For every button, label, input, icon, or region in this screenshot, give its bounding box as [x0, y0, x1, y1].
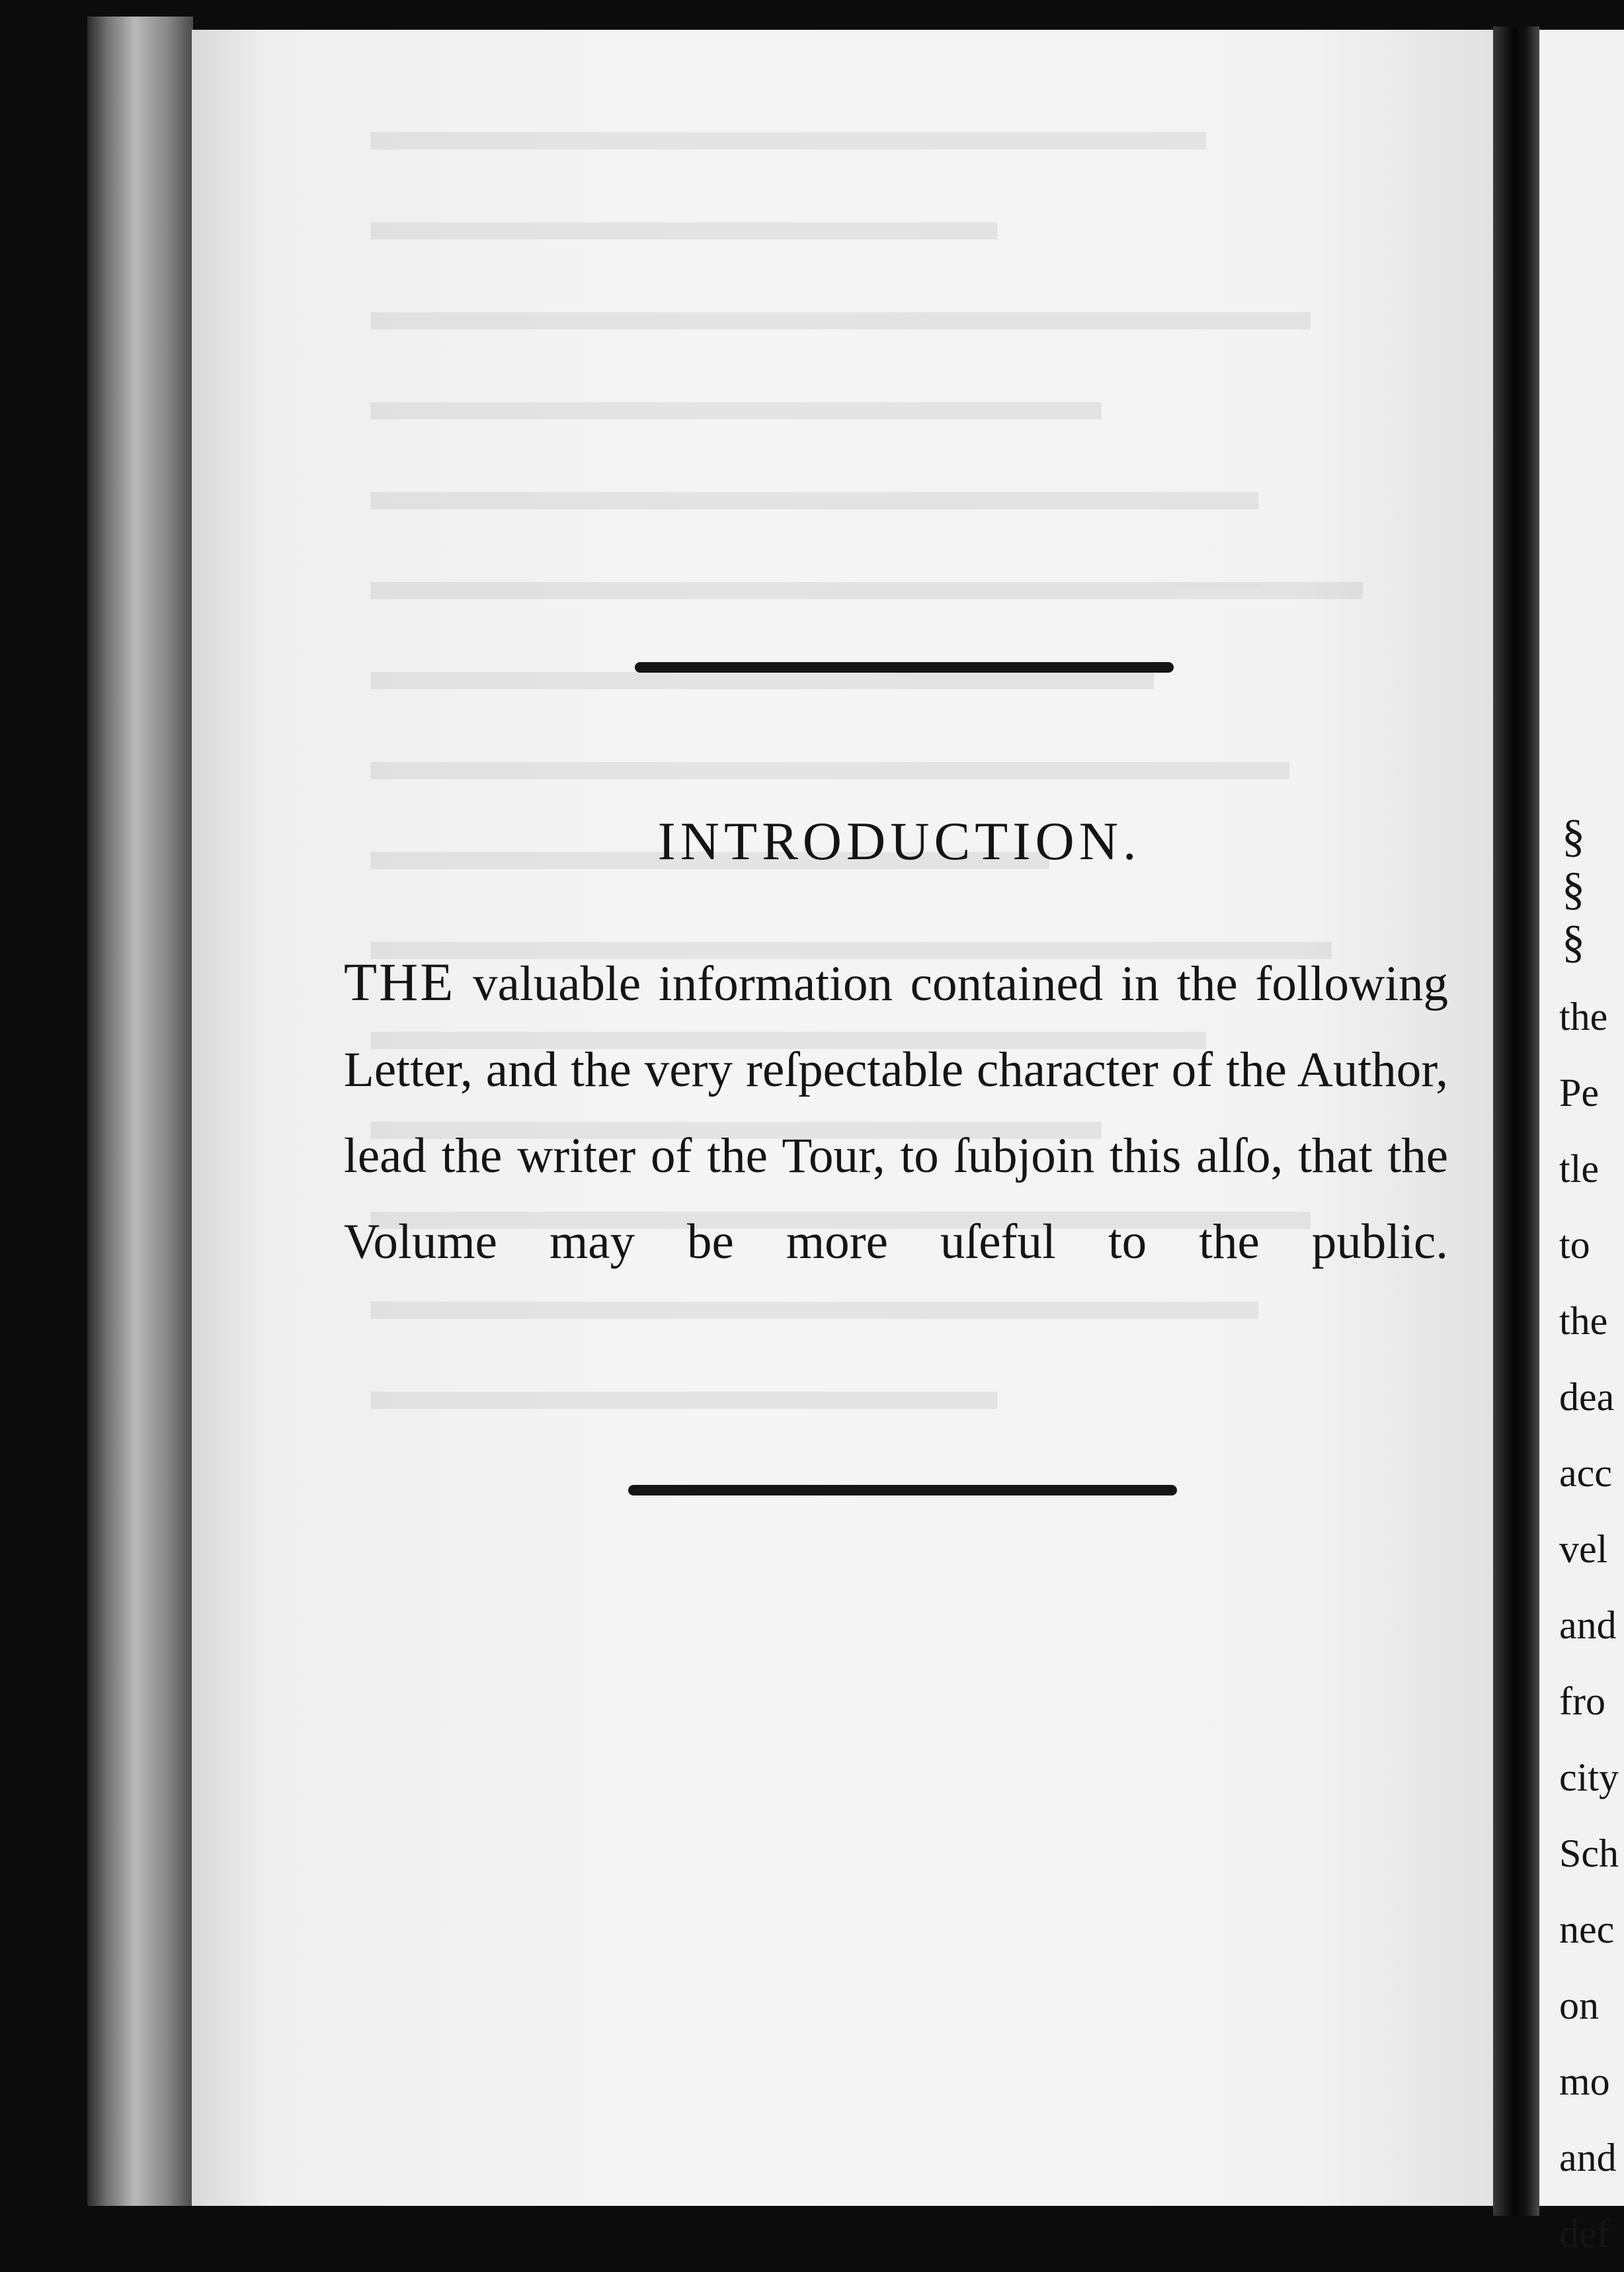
- paragraph-lead-word: THE: [344, 952, 456, 1012]
- facing-line: and: [1559, 2136, 1617, 2179]
- paragraph-text: valuable information contained in the following Letter, and the very reſpectable character of the Author, lead the writer of the Tour, to ſubjoin this alſo, that the Volume may be more uſeful to the public.: [344, 956, 1448, 1269]
- facing-page-ornament: §: [1562, 864, 1585, 915]
- facing-line: vel: [1559, 1527, 1608, 1571]
- facing-line: on: [1559, 1984, 1599, 2027]
- facing-line: the: [1559, 995, 1608, 1038]
- facing-page-text: [1559, 979, 1624, 2272]
- facing-line: acc: [1559, 1451, 1612, 1495]
- top-rule: [635, 662, 1174, 673]
- facing-line: Sch: [1559, 1831, 1619, 1875]
- facing-line: dea: [1559, 1375, 1615, 1419]
- facing-page-ornament: §: [1562, 917, 1585, 968]
- page-heading: INTRODUCTION.: [657, 811, 1141, 871]
- facing-line: and: [1559, 1603, 1617, 1647]
- facing-page-ornament: §: [1562, 811, 1585, 862]
- facing-line: fro: [1559, 1679, 1605, 1723]
- facing-line: the: [1559, 1299, 1608, 1343]
- facing-line: Pe: [1559, 1071, 1599, 1115]
- facing-line: def: [1559, 2212, 1610, 2255]
- bottom-rule: [628, 1485, 1177, 1495]
- book-gutter: [1493, 26, 1539, 2216]
- facing-line: to: [1559, 1223, 1590, 1267]
- facing-line: city: [1559, 1755, 1619, 1799]
- left-page-edges: [87, 17, 193, 2206]
- intro-paragraph: [344, 939, 1448, 1285]
- facing-line: mo: [1559, 2060, 1610, 2103]
- facing-line: tle: [1559, 1147, 1599, 1191]
- facing-line: nec: [1559, 1908, 1615, 1951]
